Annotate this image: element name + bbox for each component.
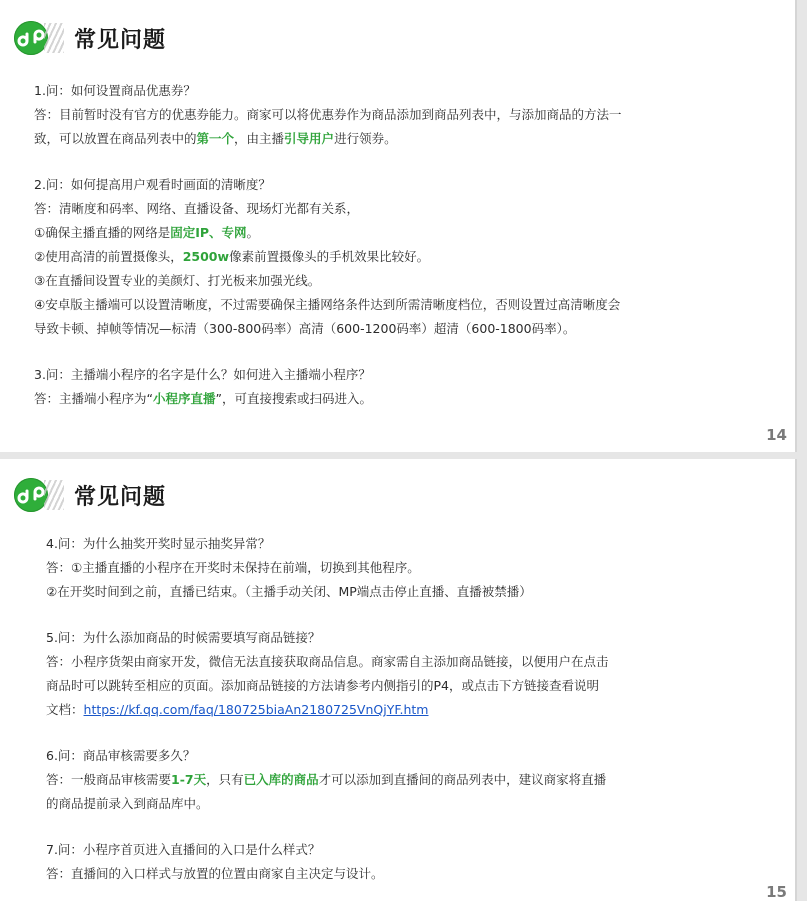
decorative-stripes: [44, 480, 64, 510]
faq-line: [46, 650, 735, 674]
slide-14: [0, 0, 797, 452]
body-text: 答：清晰度和码率、网络、直播设备、现场灯光都有关系，: [34, 201, 360, 216]
body-text: ②使用高清的前置摄像头，: [34, 249, 183, 264]
highlight-text: 引导用户: [284, 131, 335, 146]
body-text: 2.问：如何提高用户观看时画面的清晰度？: [34, 177, 271, 192]
body-text: 答：①主播直播的小程序在开奖时未保持在前端，切换到其他程序。: [46, 560, 420, 575]
paragraph-gap: [34, 151, 735, 173]
body-text: ，由主播: [234, 131, 285, 146]
slide-15: [0, 459, 797, 901]
decorative-stripes: [44, 23, 64, 53]
body-text: 导致卡顿、掉帧等情况—标清（300-800码率）高清（600-1200码率）超清（600-1800码率）。: [34, 321, 576, 336]
slide-header: [14, 477, 166, 513]
highlight-text: 固定IP、专网: [170, 225, 247, 240]
body-text: 致，可以放置在商品列表中的: [34, 131, 197, 146]
page-title: 常见问题: [74, 484, 167, 510]
faq-line: [34, 363, 735, 387]
faq-line: [46, 744, 735, 768]
paragraph-gap: [34, 341, 735, 363]
body-text: ①确保主播直播的网络是: [34, 225, 171, 240]
body-text: 像素前置摄像头的手机效果比较好。: [229, 249, 430, 264]
body-text: 答：小程序货架由商家开发，微信无法直接获取商品信息。商家需自主添加商品链接，以便用户在点击: [46, 654, 609, 669]
faq-line: [46, 626, 735, 650]
faq-line: [46, 580, 735, 604]
highlight-text: 第一个: [196, 131, 235, 146]
faq-line: [34, 387, 735, 411]
faq-content: [46, 532, 735, 886]
highlight-text: 小程序直播: [152, 391, 216, 406]
mini-program-logo-icon: [14, 21, 48, 55]
body-text: 答：主播端小程序为“: [34, 391, 153, 406]
faq-line: [34, 103, 735, 127]
faq-line: [34, 221, 735, 245]
faq-line: [46, 792, 735, 816]
faq-line: [34, 317, 735, 341]
faq-line: [46, 698, 735, 722]
body-text: 进行领券。: [334, 131, 397, 146]
body-text: 商品时可以跳转至相应的页面。添加商品链接的方法请参考内侧指引的P4，或点击下方链接查看说明: [46, 678, 599, 693]
slide-header: [14, 20, 166, 56]
faq-line: [34, 293, 735, 317]
faq-line: [46, 556, 735, 580]
highlight-text: 已入库的商品: [243, 772, 319, 787]
body-text: 1.问：如何设置商品优惠券？: [34, 83, 196, 98]
body-text: 3.问：主播端小程序的名字是什么？如何进入主播端小程序？: [34, 367, 371, 382]
body-text: ④安卓版主播端可以设置清晰度，不过需要确保主播网络条件达到所需清晰度档位，否则设置过高清晰度会: [34, 297, 621, 312]
page-number: 15: [766, 883, 787, 901]
faq-line: [34, 127, 735, 151]
faq-line: [34, 79, 735, 103]
faq-line: [46, 674, 735, 698]
body-text: ”，可直接搜索或扫码进入。: [215, 391, 372, 406]
body-text: 6.问：商品审核需要多久？: [46, 748, 196, 763]
body-text: 答：目前暂时没有官方的优惠券能力。商家可以将优惠券作为商品添加到商品列表中，与添加商品的方法一: [34, 107, 622, 122]
faq-line: [34, 197, 735, 221]
paragraph-gap: [46, 816, 735, 838]
body-text: 5.问：为什么添加商品的时候需要填写商品链接？: [46, 630, 321, 645]
page-number: 14: [766, 426, 787, 444]
body-text: 答：直播间的入口样式与放置的位置由商家自主决定与设计。: [46, 866, 384, 881]
faq-line: [46, 768, 735, 792]
body-text: ，只有: [206, 772, 244, 787]
faq-doc-link[interactable]: https://kf.qq.com/faq/180725biaAn2180725VnQjYF.htm: [83, 702, 429, 717]
faq-line: [34, 269, 735, 293]
body-text: 答：一般商品审核需要: [46, 772, 172, 787]
body-text: 7.问：小程序首页进入直播间的入口是什么样式？: [46, 842, 321, 857]
faq-line: [46, 532, 735, 556]
faq-line: [46, 838, 735, 862]
body-text: 4.问：为什么抽奖开奖时显示抽奖异常？: [46, 536, 271, 551]
paragraph-gap: [46, 604, 735, 626]
highlight-text: 2500w: [182, 249, 230, 264]
page-title: 常见问题: [74, 27, 167, 53]
body-text: 的商品提前录入到商品库中。: [46, 796, 209, 811]
faq-line: [46, 862, 735, 886]
body-text: 文档：: [46, 702, 84, 717]
faq-line: [34, 173, 735, 197]
body-text: 。: [246, 225, 260, 240]
body-text: 才可以添加到直播间的商品列表中，建议商家将直播: [318, 772, 607, 787]
highlight-text: 1-7天: [171, 772, 207, 787]
faq-content: [34, 79, 735, 411]
faq-line: [34, 245, 735, 269]
paragraph-gap: [46, 722, 735, 744]
mini-program-logo-icon: [14, 478, 48, 512]
body-text: ②在开奖时间到之前，直播已结束。（主播手动关闭、MP端点击停止直播、直播被禁播）: [46, 584, 532, 599]
body-text: ③在直播间设置专业的美颜灯、打光板来加强光线。: [34, 273, 321, 288]
